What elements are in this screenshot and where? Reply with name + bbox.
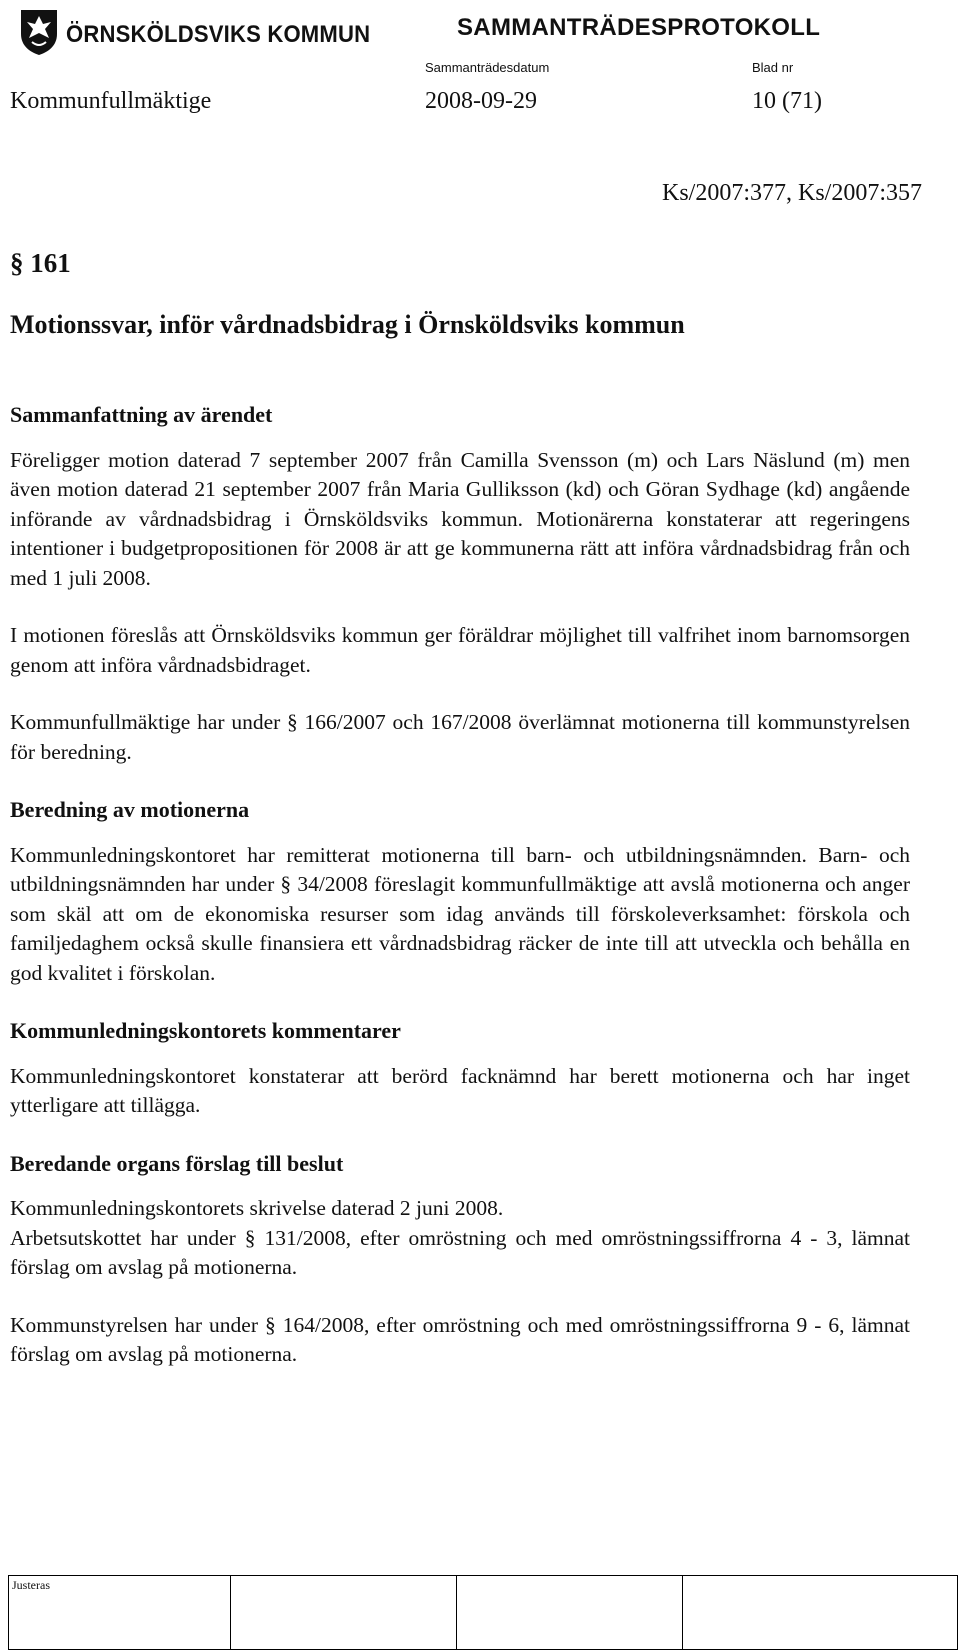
date-label: Sammanträdesdatum <box>425 60 550 75</box>
org-name: ÖRNSKÖLDSVIKS KOMMUN <box>66 21 371 48</box>
document-header <box>0 0 960 130</box>
justeras-label: Justeras <box>12 1578 50 1592</box>
paragraph: Kommunledningskontoret har remitterat motionerna till barn- och utbildningsnämnden. Barn- och utbildningsnämnden har under § 34/2008 föreslagit kommunfullmäktige att avslå motionerna och anger som skäl att om de ekonomiska resurser som idag används till förskoleverksamhet: förskola och familjedaghem också skulle finansiera ett vårdnadsbidrag räcker de inte till att utveckla och behålla en god kvalitet i förskolan. <box>10 842 910 985</box>
paragraph: Kommunledningskontoret konstaterar att berörd facknämnd har berett motionerna och har inget ytterligare att tillägga. <box>10 1063 910 1117</box>
paragraph: Föreligger motion daterad 7 september 2007 från Camilla Svensson (m) och Lars Näslund (m) men även motion daterad 21 september 2007 från Maria Gulliksson (kd) och Göran Sydhage (kd) angående införande av vårdnadsbidrag i Örnsköldsviks kommun. Motionärerna konstaterar att regeringens intentioner i budgetpropositionen för 2008 är att ge kommunerna rätt att införa vårdnadsbidrag från och med 1 juli 2008. <box>10 447 910 590</box>
case-references: Ks/2007:377, Ks/2007:357 <box>661 180 922 206</box>
page-title: Motionssvar, inför vårdnadsbidrag i Örnsköldsviks kommun <box>10 310 685 339</box>
paragraph: Arbetsutskottet har under § 131/2008, efter omröstning och med omröstningssiffrorna 4 - 3, lämnat förslag om avslag på motionerna. <box>10 1225 910 1279</box>
document-body <box>10 400 910 1398</box>
signature-cell <box>683 1576 957 1649</box>
meeting-date: 2008-09-29 <box>425 88 537 114</box>
page-label: Blad nr <box>752 60 794 75</box>
section-proposal <box>10 1149 910 1370</box>
paragraph-number: § 161 <box>10 248 71 278</box>
signature-cell <box>457 1576 683 1649</box>
crest-icon <box>18 8 60 56</box>
paragraph: Kommunstyrelsen har under § 164/2008, efter omröstning och med omröstningssiffrorna 9 - 6, lämnat förslag om avslag på motionerna. <box>10 1312 910 1366</box>
paragraph: I motionen föreslås att Örnsköldsviks kommun ger föräldrar möjlighet till valfrihet inom barnomsorgen genom att införa vårdnadsbidraget. <box>10 623 910 677</box>
section-heading: Beredning av motionerna <box>10 797 250 822</box>
section-preparation <box>10 795 910 988</box>
section-comments <box>10 1016 910 1121</box>
section-heading: Kommunledningskontorets kommentarer <box>10 1018 401 1043</box>
paragraph: Kommunfullmäktige har under § 166/2007 och 167/2008 överlämnat motionerna till kommunstyrelsen för beredning. <box>10 710 910 764</box>
paragraph: Kommunledningskontorets skrivelse daterad 2 juni 2008. <box>10 1196 504 1220</box>
signature-cell <box>231 1576 457 1649</box>
municipality-logo <box>18 8 371 58</box>
section-heading: Sammanfattning av ärendet <box>10 402 273 427</box>
document-type: SAMMANTRÄDESPROTOKOLL <box>457 14 821 41</box>
page-number: 10 (71) <box>752 88 822 114</box>
body-name: Kommunfullmäktige <box>10 88 212 114</box>
signature-table <box>8 1575 958 1650</box>
signature-cell <box>9 1576 231 1649</box>
section-summary <box>10 400 910 767</box>
section-heading: Beredande organs förslag till beslut <box>10 1150 344 1176</box>
